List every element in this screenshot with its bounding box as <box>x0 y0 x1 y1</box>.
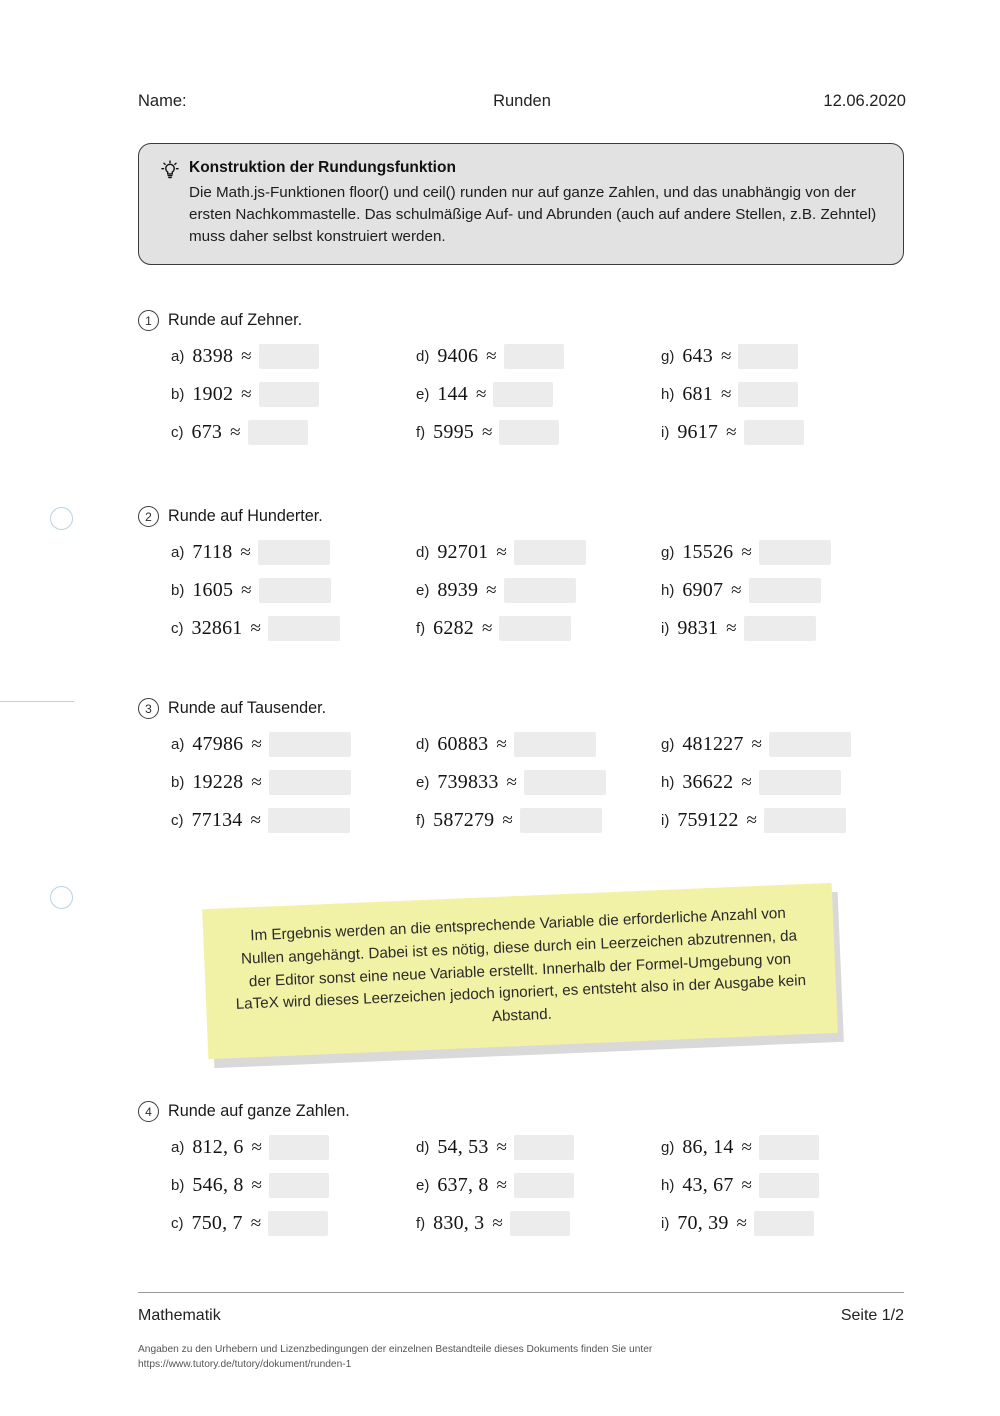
item-value: 830, 3 <box>433 1212 485 1234</box>
answer-blank[interactable] <box>259 578 331 603</box>
item-value: 673 <box>191 421 223 443</box>
item-label: f) <box>416 1215 426 1232</box>
item-value: 750, 7 <box>191 1212 243 1234</box>
item-value: 144 <box>437 383 468 405</box>
answer-blank[interactable] <box>754 1211 814 1236</box>
approx-sign: ≈ <box>241 579 252 601</box>
margin-handle-dot-2[interactable] <box>50 886 73 909</box>
exercise-item <box>171 540 416 565</box>
answer-blank[interactable] <box>259 382 319 407</box>
info-box-title: Konstruktion der Rundungsfunktion <box>189 159 456 176</box>
exercise-number-circle: 3 <box>138 698 159 719</box>
approx-sign: ≈ <box>251 1174 262 1196</box>
answer-blank[interactable] <box>759 540 831 565</box>
item-value: 739833 <box>437 771 499 793</box>
footer-divider <box>138 1292 904 1293</box>
item-value: 54, 53 <box>437 1136 489 1158</box>
exercise-number-circle: 1 <box>138 310 159 331</box>
exercise-item <box>171 1173 416 1198</box>
answer-blank[interactable] <box>259 344 319 369</box>
approx-sign: ≈ <box>230 421 241 443</box>
date-label: 12.06.2020 <box>823 92 906 110</box>
approx-sign: ≈ <box>726 617 737 639</box>
page-header <box>138 92 906 111</box>
item-value: 7118 <box>192 541 233 563</box>
exercise-item <box>171 808 416 833</box>
exercise-1-items <box>171 344 906 445</box>
item-value: 92701 <box>437 541 489 563</box>
item-value: 9831 <box>677 617 719 639</box>
item-label: f) <box>416 424 426 441</box>
approx-sign: ≈ <box>731 579 742 601</box>
item-label: g) <box>661 348 675 365</box>
item-value: 812, 6 <box>192 1136 244 1158</box>
item-label: i) <box>661 812 670 829</box>
approx-sign: ≈ <box>250 809 261 831</box>
approx-sign: ≈ <box>496 733 507 755</box>
exercise-item <box>416 344 661 369</box>
answer-blank[interactable] <box>764 808 846 833</box>
approx-sign: ≈ <box>751 733 762 755</box>
approx-sign: ≈ <box>496 1174 507 1196</box>
exercise-3-items <box>171 732 906 833</box>
item-label: c) <box>171 1215 184 1232</box>
exercise-2-instruction: Runde auf Hunderter. <box>168 507 323 525</box>
item-value: 759122 <box>677 809 739 831</box>
item-label: g) <box>661 544 675 561</box>
answer-blank[interactable] <box>504 578 576 603</box>
item-label: d) <box>416 736 430 753</box>
approx-sign: ≈ <box>741 541 752 563</box>
approx-sign: ≈ <box>746 809 757 831</box>
item-label: h) <box>661 1177 675 1194</box>
item-value: 60883 <box>437 733 489 755</box>
footer-subject: Mathematik <box>138 1307 221 1324</box>
lightbulb-icon <box>159 159 181 181</box>
exercise-item <box>661 770 906 795</box>
exercise-item <box>661 578 906 603</box>
item-label: e) <box>416 386 430 403</box>
exercise-item <box>416 808 661 833</box>
approx-sign: ≈ <box>251 733 262 755</box>
approx-sign: ≈ <box>250 1212 262 1234</box>
exercise-item <box>416 1211 661 1236</box>
answer-blank[interactable] <box>514 1135 574 1160</box>
answer-blank[interactable] <box>510 1211 570 1236</box>
item-label: g) <box>661 736 675 753</box>
footer-license-url[interactable]: https://www.tutory.de/tutory/dokument/runden-1 <box>138 1359 352 1371</box>
exercise-item <box>661 382 906 407</box>
answer-blank[interactable] <box>514 540 586 565</box>
answer-blank[interactable] <box>248 420 308 445</box>
answer-blank[interactable] <box>269 1173 329 1198</box>
approx-sign: ≈ <box>736 1212 747 1234</box>
exercise-item <box>171 1135 416 1160</box>
exercise-item <box>171 578 416 603</box>
item-label: c) <box>171 812 184 829</box>
exercise-2 <box>138 506 906 641</box>
approx-sign: ≈ <box>486 579 497 601</box>
approx-sign: ≈ <box>496 1136 507 1158</box>
footer-license-note <box>138 1342 904 1373</box>
item-label: b) <box>171 774 185 791</box>
item-value: 637, 8 <box>437 1174 489 1196</box>
item-value: 86, 14 <box>682 1136 734 1158</box>
item-value: 43, 67 <box>682 1174 734 1196</box>
approx-sign: ≈ <box>741 1136 752 1158</box>
answer-blank[interactable] <box>499 420 559 445</box>
exercise-item <box>171 420 416 445</box>
exercise-item <box>416 540 661 565</box>
item-value: 546, 8 <box>192 1174 244 1196</box>
item-value: 15526 <box>682 541 734 563</box>
item-value: 77134 <box>191 809 243 831</box>
item-value: 8939 <box>437 579 479 601</box>
exercise-item <box>416 732 661 757</box>
exercise-item <box>171 1211 416 1236</box>
item-label: a) <box>171 736 185 753</box>
exercise-item <box>661 616 906 641</box>
exercise-item <box>661 420 906 445</box>
approx-sign: ≈ <box>475 383 487 405</box>
exercise-3-instruction: Runde auf Tausender. <box>168 699 327 717</box>
exercise-item <box>416 578 661 603</box>
approx-sign: ≈ <box>240 541 251 563</box>
exercise-item <box>416 1173 661 1198</box>
item-value: 6282 <box>433 617 474 639</box>
item-label: b) <box>171 582 185 599</box>
exercise-item <box>416 770 661 795</box>
name-label: Name: <box>138 92 187 110</box>
exercise-1-heading <box>138 310 906 331</box>
info-box <box>138 143 904 265</box>
answer-blank[interactable] <box>744 616 816 641</box>
answer-blank[interactable] <box>769 732 851 757</box>
answer-blank[interactable] <box>744 420 804 445</box>
item-label: d) <box>416 1139 430 1156</box>
answer-blank[interactable] <box>759 770 841 795</box>
approx-sign: ≈ <box>250 617 261 639</box>
item-label: h) <box>661 582 675 599</box>
answer-blank[interactable] <box>514 1173 574 1198</box>
exercise-3 <box>138 698 906 833</box>
item-label: a) <box>171 348 185 365</box>
item-value: 5995 <box>433 421 474 443</box>
answer-blank[interactable] <box>268 1211 328 1236</box>
approx-sign: ≈ <box>481 421 493 443</box>
sticky-note-body <box>202 883 838 1059</box>
exercise-item <box>661 732 906 757</box>
approx-sign: ≈ <box>720 345 732 367</box>
approx-sign: ≈ <box>720 383 732 405</box>
exercise-item <box>416 616 661 641</box>
item-label: a) <box>171 1139 185 1156</box>
item-value: 9406 <box>437 345 479 367</box>
margin-divider-line <box>0 701 74 702</box>
exercise-item <box>416 420 661 445</box>
item-label: c) <box>171 424 184 441</box>
approx-sign: ≈ <box>492 1212 503 1234</box>
answer-blank[interactable] <box>759 1173 819 1198</box>
page-title: Runden <box>493 92 551 110</box>
answer-blank[interactable] <box>504 344 564 369</box>
item-label: c) <box>171 620 184 637</box>
item-value: 681 <box>682 383 713 405</box>
exercise-item <box>661 1173 906 1198</box>
answer-blank[interactable] <box>520 808 602 833</box>
exercise-4 <box>138 1101 906 1236</box>
item-value: 1605 <box>192 579 234 601</box>
item-value: 6907 <box>682 579 724 601</box>
answer-blank[interactable] <box>738 382 798 407</box>
exercise-item <box>171 616 416 641</box>
item-label: i) <box>661 1215 670 1232</box>
answer-blank[interactable] <box>268 808 350 833</box>
approx-sign: ≈ <box>481 617 493 639</box>
item-value: 19228 <box>192 771 244 793</box>
approx-sign: ≈ <box>726 421 737 443</box>
exercise-3-heading <box>138 698 906 719</box>
answer-blank[interactable] <box>514 732 596 757</box>
sticky-note-text: Im Ergebnis werden an die entsprechende Variable die erforderliche Anzahl von Nullen angehängt. Dabei ist es nötig, diese durch ein Leerzeichen abzutrennen, da der Editor sonst eine neue Variable erstellt. Innerhalb der Formel-Umgebung von LaTeX wird dieses Leerzeichen jedoch ignoriert, es entsteht also in der Ausgabe kein Abstand. <box>235 904 807 1026</box>
margin-handle-dot-1[interactable] <box>50 507 73 530</box>
item-label: e) <box>416 774 430 791</box>
answer-blank[interactable] <box>749 578 821 603</box>
exercise-2-heading <box>138 506 906 527</box>
exercise-item <box>661 1211 906 1236</box>
exercise-item <box>416 382 661 407</box>
answer-blank[interactable] <box>738 344 798 369</box>
item-label: f) <box>416 812 426 829</box>
answer-blank[interactable] <box>269 1135 329 1160</box>
exercise-item <box>661 1135 906 1160</box>
item-label: b) <box>171 1177 185 1194</box>
approx-sign: ≈ <box>496 541 507 563</box>
exercise-1-instruction: Runde auf Zehner. <box>168 311 303 329</box>
item-value: 8398 <box>192 345 234 367</box>
item-label: i) <box>661 424 670 441</box>
item-label: f) <box>416 620 426 637</box>
answer-blank[interactable] <box>759 1135 819 1160</box>
item-label: a) <box>171 544 185 561</box>
approx-sign: ≈ <box>241 383 252 405</box>
approx-sign: ≈ <box>502 809 513 831</box>
item-label: d) <box>416 348 430 365</box>
item-value: 1902 <box>192 383 234 405</box>
footer-license-line-1: Angaben zu den Urhebern und Lizenzbedingungen der einzelnen Bestandteile dieses Dokuments finden Sie unter <box>138 1344 653 1355</box>
info-box-header <box>159 158 883 180</box>
item-label: g) <box>661 1139 675 1156</box>
answer-blank[interactable] <box>268 616 340 641</box>
exercise-4-items <box>171 1135 906 1236</box>
exercise-item <box>661 344 906 369</box>
item-label: h) <box>661 386 675 403</box>
exercise-2-items <box>171 540 906 641</box>
exercise-4-instruction: Runde auf ganze Zahlen. <box>168 1102 350 1120</box>
exercise-item <box>171 732 416 757</box>
item-value: 481227 <box>682 733 744 755</box>
exercise-4-heading <box>138 1101 906 1122</box>
item-value: 587279 <box>433 809 495 831</box>
answer-blank[interactable] <box>258 540 330 565</box>
approx-sign: ≈ <box>486 345 497 367</box>
approx-sign: ≈ <box>741 1174 752 1196</box>
item-label: i) <box>661 620 670 637</box>
answer-blank[interactable] <box>269 770 351 795</box>
item-value: 36622 <box>682 771 734 793</box>
item-label: e) <box>416 582 430 599</box>
item-value: 70, 39 <box>677 1212 729 1234</box>
exercise-item <box>661 808 906 833</box>
item-label: d) <box>416 544 430 561</box>
exercise-item <box>416 1135 661 1160</box>
exercise-item <box>171 770 416 795</box>
item-label: b) <box>171 386 185 403</box>
page-footer <box>138 1307 904 1325</box>
approx-sign: ≈ <box>241 345 252 367</box>
item-value: 9617 <box>677 421 719 443</box>
approx-sign: ≈ <box>251 771 262 793</box>
item-value: 643 <box>682 345 713 367</box>
footer-page-number: Seite 1/2 <box>840 1307 904 1324</box>
sticky-note <box>205 896 850 1061</box>
item-label: h) <box>661 774 675 791</box>
exercise-1 <box>138 310 906 445</box>
exercise-item <box>171 344 416 369</box>
approx-sign: ≈ <box>741 771 752 793</box>
answer-blank[interactable] <box>524 770 606 795</box>
approx-sign: ≈ <box>506 771 517 793</box>
exercise-number-circle: 4 <box>138 1101 159 1122</box>
answer-blank[interactable] <box>493 382 553 407</box>
item-value: 32861 <box>191 617 243 639</box>
exercise-number-circle: 2 <box>138 506 159 527</box>
item-value: 47986 <box>192 733 244 755</box>
exercise-item <box>171 382 416 407</box>
item-label: e) <box>416 1177 430 1194</box>
exercise-item <box>661 540 906 565</box>
answer-blank[interactable] <box>269 732 351 757</box>
answer-blank[interactable] <box>499 616 571 641</box>
approx-sign: ≈ <box>251 1136 262 1158</box>
info-box-body: Die Math.js-Funktionen floor() und ceil() runden nur auf ganze Zahlen, und das unabhängig von der ersten Nachkommastelle. Das schulmäßige Auf- und Abrunden (auch auf andere Stellen, z.B. Zehntel) muss daher selbst konstruiert werden. <box>189 184 877 246</box>
